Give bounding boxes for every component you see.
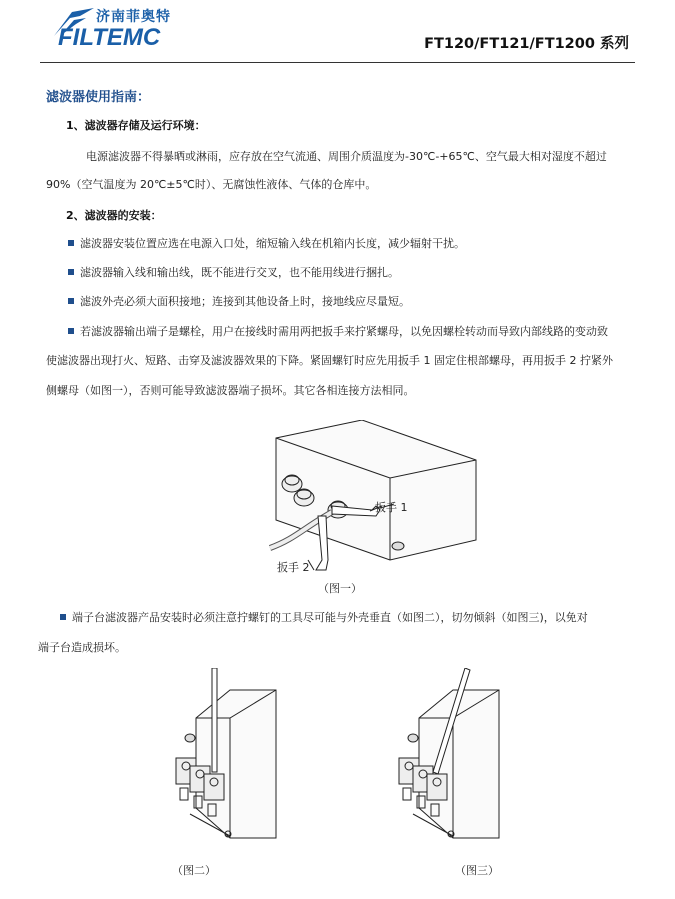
figure-1-caption: （图一） [318, 582, 362, 595]
figure-1-label-wrench-2: 扳手 2 [277, 561, 310, 574]
figure-1-label-wrench-1: 扳手 1 [375, 501, 408, 514]
bullet-item [68, 266, 399, 280]
header-divider [40, 62, 635, 63]
bullet-item [68, 325, 608, 339]
section-2-heading: 2、滤波器的安装： [66, 209, 162, 222]
bullet-text-continued: 侧螺母（如图一），否则可能导致滤波器端子损坏。其它各相连接方法相同。 [46, 384, 415, 397]
figure-3-tilted-tool-illustration [393, 668, 505, 843]
page-title: 滤波器使用指南： [46, 90, 151, 105]
bullet-text: 滤波外壳必须大面积接地；连接到其他设备上时，接地线应尽量短。 [80, 295, 410, 308]
section-1-text-line1: 电源滤波器不得暴晒或淋雨，应存放在空气流通、周围介质温度为-30℃-+65℃、空气最大相对湿度不超过 [86, 150, 607, 163]
logo-chinese-name: 济南菲奥特 [96, 9, 171, 25]
section-1-text-line2: 90%（空气温度为 20℃±5℃时）、无腐蚀性液体、气体的仓库中。 [46, 178, 377, 191]
company-logo [50, 6, 175, 50]
figure-1-wrench-illustration [262, 420, 477, 580]
bullet-item [60, 611, 588, 625]
bullet-text: 滤波器安装位置应选在电源入口处，缩短输入线在机箱内长度，减少辐射干扰。 [80, 237, 465, 250]
bullet-square-icon [68, 328, 74, 334]
bullet-text-continued: 端子台造成损坏。 [38, 641, 126, 654]
bullet-text: 端子台滤波器产品安装时必须注意拧螺钉的工具尽可能与外壳垂直（如图二），切勿倾斜（如图三)，以免对 [72, 611, 588, 624]
figure-2-caption: （图二） [172, 864, 216, 877]
figure-3-caption: （图三） [455, 864, 499, 877]
bullet-item [68, 237, 465, 251]
bullet-item [68, 295, 410, 309]
product-series: FT120/FT121/FT1200 系列 [424, 36, 629, 52]
figure-2-vertical-tool-illustration [170, 668, 280, 843]
bullet-text-continued: 使滤波器出现打火、短路、击穿及滤波器效果的下降。紧固螺钉时应先用扳手 1 固定住根部螺母，再用扳手 2 拧紧外 [46, 354, 613, 367]
bullet-text: 若滤波器输出端子是螺栓，用户在接线时需用两把扳手来拧紧螺母，以免因螺栓转动而导致内部线路的变动致 [80, 325, 608, 338]
section-1-heading: 1、滤波器存储及运行环境： [66, 119, 206, 132]
bullet-square-icon [60, 614, 66, 620]
bullet-square-icon [68, 269, 74, 275]
bullet-text: 滤波器输入线和输出线，既不能进行交叉，也不能用线进行捆扎。 [80, 266, 399, 279]
logo-english-name: FILTEMC [58, 24, 161, 51]
bullet-square-icon [68, 298, 74, 304]
bullet-square-icon [68, 240, 74, 246]
